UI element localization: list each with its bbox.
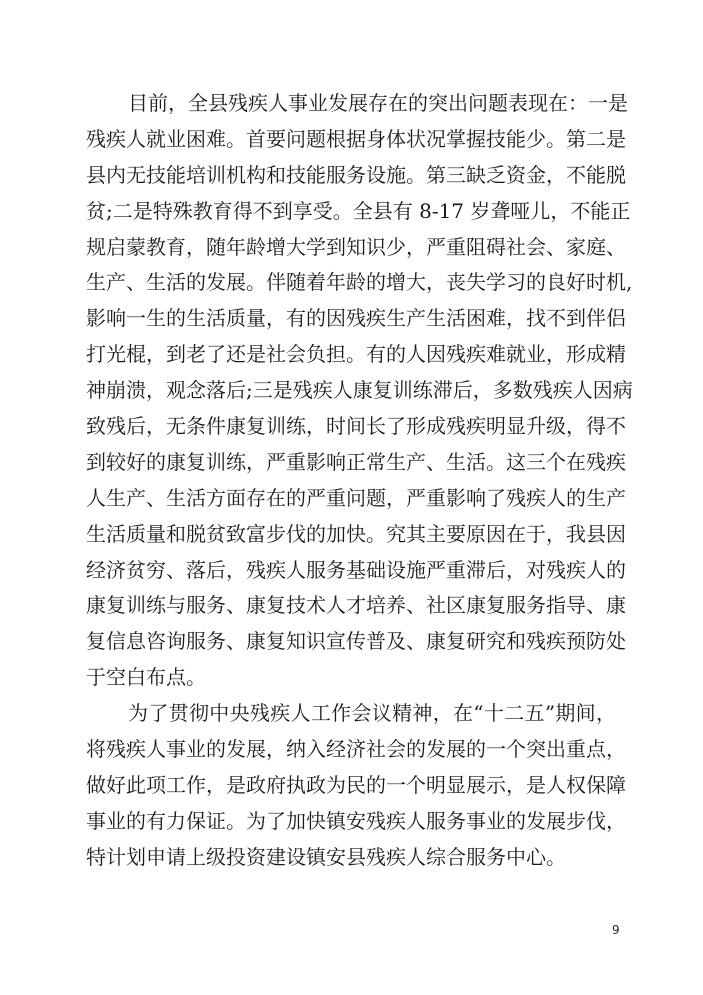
paragraph-1-line-16: 复信息咨询服务、康复知识宣传普及、康复研究和残疾预防处 <box>86 629 626 654</box>
page-number: 9 <box>612 923 620 937</box>
paragraph-1-line-14: 经济贫穷、落后，残疾人服务基础设施严重滞后，对残疾人的 <box>86 557 626 582</box>
paragraph-2-line-4: 事业的有力保证。为了加快镇安残疾人服务事业的发展步伐， <box>86 808 626 833</box>
paragraph-1-line-17: 于空白布点。 <box>86 665 206 690</box>
paragraph-1-line-5: 规启蒙教育，随年龄增大学到知识少，严重阻碍社会、家庭、 <box>86 234 626 259</box>
paragraph-2-line-5: 特计划申请上级投资建设镇安县残疾人综合服务中心。 <box>86 844 566 869</box>
paragraph-1-line-1: 目前，全县残疾人事业发展存在的突出问题表现在：一是 <box>128 91 628 115</box>
paragraph-1-line-4: 贫;二是特殊教育得不到享受。全县有 8-17 岁聋哑儿，不能正 <box>86 198 631 223</box>
paragraph-1-line-15: 康复训练与服务、康复技术人才培养、社区康复服务指导、康 <box>86 593 626 618</box>
paragraph-1-line-6: 生产、生活的发展。伴随着年龄的增大，丧失学习的良好时机, <box>86 270 633 295</box>
paragraph-1-line-13: 生活质量和脱贫致富步伐的加快。究其主要原因在于，我县因 <box>86 521 626 546</box>
paragraph-2-line-2: 将残疾人事业的发展，纳入经济社会的发展的一个突出重点， <box>86 737 626 762</box>
paragraph-1-line-8: 打光棍，到老了还是社会负担。有的人因残疾难就业，形成精 <box>86 342 626 367</box>
paragraph-1-line-11: 到较好的康复训练，严重影响正常生产、生活。这三个在残疾 <box>86 449 626 474</box>
paragraph-2-line-3: 做好此项工作，是政府执政为民的一个明显展示，是人权保障 <box>86 772 626 797</box>
body-text <box>86 86 633 876</box>
paragraph-1-line-3: 县内无技能培训机构和技能服务设施。第三缺乏资金，不能脱 <box>86 162 626 187</box>
paragraph-1-line-12: 人生产、生活方面存在的严重问题，严重影响了残疾人的生产 <box>86 485 626 510</box>
paragraph-2-line-1: 为了贯彻中央残疾人工作会议精神，在“十二五”期间， <box>128 701 616 726</box>
paragraph-1-line-7: 影响一生的生活质量，有的因残疾生产生活困难，找不到伴侣 <box>86 306 626 331</box>
paragraph-1-line-9: 神崩溃，观念落后;三是残疾人康复训练滞后，多数残疾人因病 <box>86 378 633 403</box>
paragraph-1-line-2: 残疾人就业困难。首要问题根据身体状况掌握技能少。第二是 <box>86 126 626 151</box>
paragraph-1-line-10: 致残后，无条件康复训练，时间长了形成残疾明显升级，得不 <box>86 414 626 439</box>
